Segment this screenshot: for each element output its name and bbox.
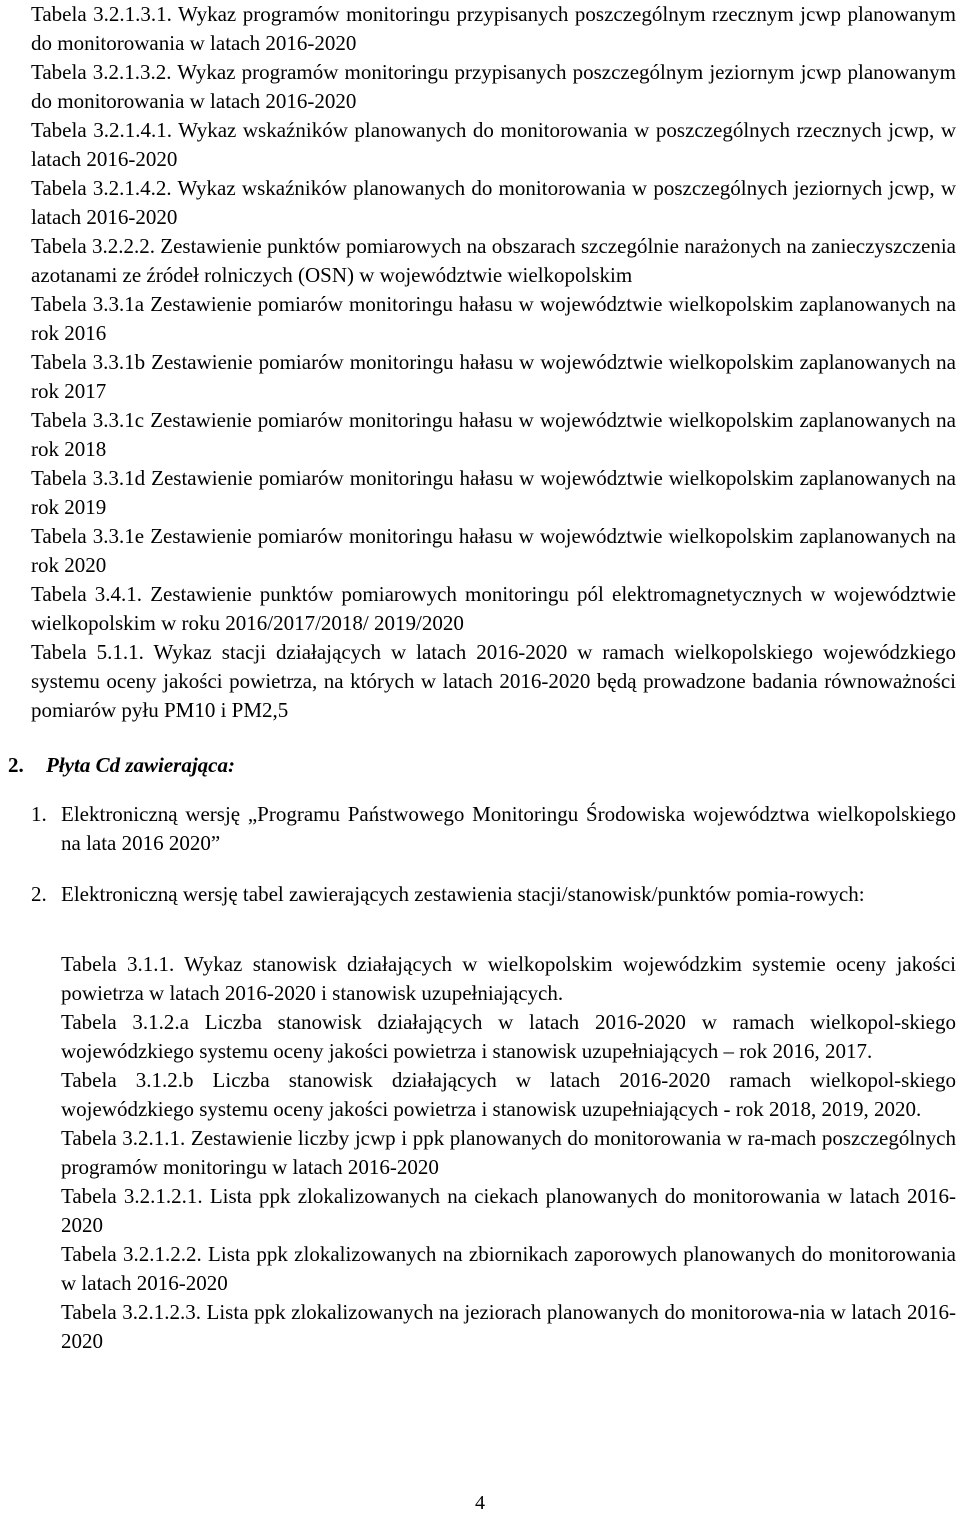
list-item: Tabela 3.3.1b Zestawienie pomiarów monitoringu hałasu w województwie wielkopolskim zaplanowanych na rok 2017 — [31, 350, 956, 403]
table-list — [31, 0, 956, 725]
item-text: Elektroniczną wersję tabel zawierających zestawienia stacji/stanowisk/punktów pomia-rowych: — [61, 882, 865, 906]
page-number: 4 — [475, 1492, 485, 1514]
numbered-item — [31, 800, 956, 858]
list-item: Tabela 5.1.1. Wykaz stacji działających w latach 2016-2020 w ramach wielkopolskiego wojewódzkiego systemu oceny jakości powietrza, na których w latach 2016-2020 będą prowadzone badania równoważności pomiarów pyłu PM10 i PM2,5 — [31, 640, 956, 722]
list-item: Tabela 3.2.1.3.1. Wykaz programów monitoringu przypisanych poszczególnym rzecznym jcwp planowanym do monitorowania w latach 2016-2020 — [31, 2, 956, 55]
list-item: Tabela 3.2.1.3.2. Wykaz programów monitoringu przypisanych poszczególnym jeziornym jcwp planowanym do monitorowania w latach 2016-2020 — [31, 60, 956, 113]
list-item: Tabela 3.2.1.4.2. Wykaz wskaźników planowanych do monitorowania w poszczególnych jeziornych jcwp, w latach 2016-2020 — [31, 176, 956, 229]
list-item: Tabela 3.1.2.a Liczba stanowisk działających w latach 2016-2020 w ramach wielkopol-skiego wojewódzkiego systemu oceny jakości powietrza i stanowisk uzupełniających – rok 2016, 2017. — [61, 1010, 956, 1063]
list-item: Tabela 3.3.1a Zestawienie pomiarów monitoringu hałasu w województwie wielkopolskim zaplanowanych na rok 2016 — [31, 292, 956, 345]
item-number: 1. — [31, 802, 47, 826]
list-item: Tabela 3.1.1. Wykaz stanowisk działających w wielkopolskim wojewódzkim systemie oceny jakości powietrza w latach 2016-2020 i stanowisk uzupełniających. — [61, 952, 956, 1005]
item-text: Elektroniczną wersję „Programu Państwowego Monitoringu Środowiska województwa wielkopolskiego na lata 2016 2020” — [61, 802, 956, 855]
list-item: Tabela 3.4.1. Zestawienie punktów pomiarowych monitoringu pól elektromagnetycznych w województwie wielkopolskim w roku 2016/2017/2018/ 2019/2020 — [31, 582, 956, 635]
list-item: Tabela 3.3.1d Zestawienie pomiarów monitoringu hałasu w województwie wielkopolskim zaplanowanych na rok 2019 — [31, 466, 956, 519]
section-title: Płyta Cd zawierająca: — [46, 753, 235, 777]
section-number: 2. — [8, 753, 24, 777]
list-item: Tabela 3.2.1.2.3. Lista ppk zlokalizowanych na jeziorach planowanych do monitorowa-nia w latach 2016-2020 — [61, 1300, 956, 1353]
sub-table-list — [61, 950, 956, 1356]
item-number: 2. — [31, 882, 47, 906]
list-item: Tabela 3.2.1.1. Zestawienie liczby jcwp i ppk planowanych do monitorowania w ra-mach poszczególnych programów monitoringu w latach 2016-2020 — [61, 1126, 956, 1179]
list-item: Tabela 3.3.1e Zestawienie pomiarów monitoringu hałasu w województwie wielkopolskim zaplanowanych na rok 2020 — [31, 524, 956, 577]
numbered-item — [31, 880, 956, 909]
list-item: Tabela 3.1.2.b Liczba stanowisk działających w latach 2016-2020 ramach wielkopol-skiego wojewódzkiego systemu oceny jakości powietrza i stanowisk uzupełniających - rok 2018, 2019, 2020. — [61, 1068, 956, 1121]
list-item: Tabela 3.3.1c Zestawienie pomiarów monitoringu hałasu w województwie wielkopolskim zaplanowanych na rok 2018 — [31, 408, 956, 461]
list-item: Tabela 3.2.1.2.1. Lista ppk zlokalizowanych na ciekach planowanych do monitorowania w latach 2016-2020 — [61, 1184, 956, 1237]
list-item: Tabela 3.2.1.2.2. Lista ppk zlokalizowanych na zbiornikach zaporowych planowanych do monitorowania w latach 2016-2020 — [61, 1242, 956, 1295]
list-item: Tabela 3.2.1.4.1. Wykaz wskaźników planowanych do monitorowania w poszczególnych rzecznych jcwp, w latach 2016-2020 — [31, 118, 956, 171]
list-item: Tabela 3.2.2.2. Zestawienie punktów pomiarowych na obszarach szczególnie narażonych na zanieczyszczenia azotanami ze źródeł rolniczych (OSN) w województwie wielkopolskim — [31, 234, 956, 287]
section-heading — [8, 751, 235, 780]
